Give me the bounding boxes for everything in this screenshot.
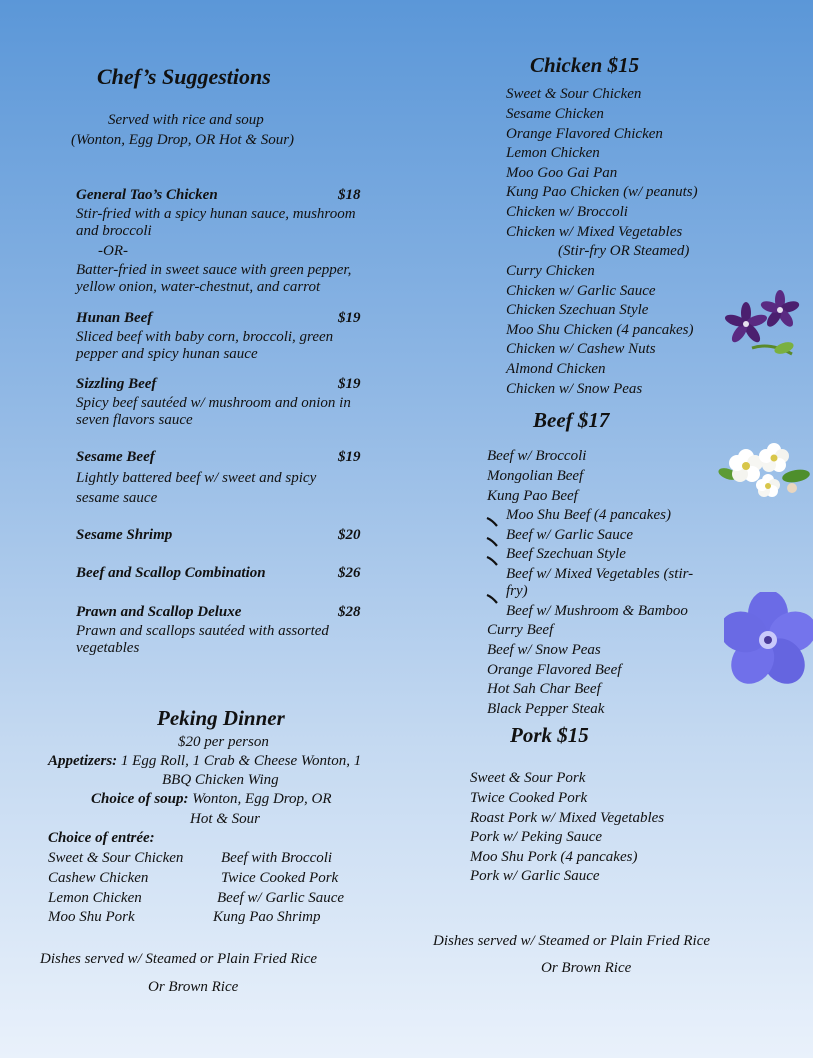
purple-flower-icon [722,290,806,360]
appetizers-label: Appetizers: [48,753,118,769]
beef-item-wrap: fry) [506,583,528,599]
beef-item: Beef w/ Snow Peas [487,642,601,658]
menu-item-name: Sesame Beef [76,449,155,465]
menu-item-desc: Prawn and scallops sautéed with assorted vegetables [76,623,329,656]
menu-item-desc: Sliced beef with baby corn, broccoli, green pepper and spicy hunan sauce [76,329,334,362]
peking-dinner-title: Peking Dinner [157,706,285,730]
white-flower-icon [716,440,812,504]
entree-left: Sweet & Sour Chicken [48,850,184,866]
pork-item: Roast Pork w/ Mixed Vegetables [470,810,665,826]
brush-mark-icon [486,594,498,604]
chicken-item: Sweet & Sour Chicken [506,86,642,102]
chicken-item: Orange Flavored Chicken [506,126,663,142]
menu-item-name: Hunan Beef [76,310,153,326]
pork-item: Moo Shu Pork (4 pancakes) [470,849,638,865]
appetizers-text: 1 Egg Roll, 1 Crab & Cheese Wonton, 1 [117,753,362,769]
brush-mark-icon [486,556,498,566]
entree-label: Choice of entrée: [48,830,155,846]
brush-mark-icon [486,517,498,527]
pork-section-title: Pork $15 [510,723,589,747]
peking-soup-line2: Hot & Sour [190,811,261,827]
soup-label: Choice of soup: [91,791,189,807]
menu-item-price: $19 [338,376,361,392]
blue-flower-icon [724,592,813,688]
right-footer-line2: Or Brown Rice [541,960,632,976]
beef-item: Beef w/ Mushroom & Bamboo [506,603,688,619]
entree-left: Moo Shu Pork [48,909,135,925]
menu-item-price: $20 [338,527,361,543]
menu-item-price: $28 [338,604,361,620]
entree-right: Kung Pao Shrimp [213,909,321,925]
brush-mark-icon [486,537,498,547]
entree-right: Beef with Broccoli [221,850,333,866]
pork-item: Twice Cooked Pork [470,790,588,806]
left-footer-line2: Or Brown Rice [148,979,239,995]
pork-item: Pork w/ Garlic Sauce [470,868,600,884]
menu-item-price: $19 [338,449,361,465]
peking-appetizers-line1 [48,752,361,771]
chicken-item: Kung Pao Chicken (w/ peanuts) [506,184,698,200]
chicken-item: Moo Shu Chicken (4 pancakes) [506,322,694,338]
entree-right: Beef w/ Garlic Sauce [217,890,345,906]
chicken-item: Almond Chicken [506,361,606,377]
beef-item: Beef Szechuan Style [506,546,626,562]
menu-item-price: $18 [338,187,361,203]
served-with-line2: (Wonton, Egg Drop, OR Hot & Sour) [71,132,295,148]
beef-item: Beef w/ Garlic Sauce [506,527,634,543]
chef-suggestions-title: Chef’s Suggestions [97,64,271,89]
right-footer-line1: Dishes served w/ Steamed or Plain Fried Rice [433,933,711,949]
chicken-item: Curry Chicken [506,263,595,279]
chicken-item: Chicken w/ Cashew Nuts [506,341,656,357]
pork-item: Sweet & Sour Pork [470,770,586,786]
chicken-item: Chicken w/ Garlic Sauce [506,283,656,299]
chicken-item: Chicken w/ Mixed Vegetables [506,224,683,240]
peking-appetizers-line2: BBQ Chicken Wing [162,772,279,788]
menu-item-price: $19 [338,310,361,326]
chicken-item: Chicken w/ Snow Peas [506,381,643,397]
chicken-item: Sesame Chicken [506,106,604,122]
beef-section-title: Beef $17 [533,408,610,432]
beef-item: Black Pepper Steak [487,701,605,717]
beef-item: Mongolian Beef [487,468,584,484]
entree-left: Lemon Chicken [48,890,142,906]
entree-left: Cashew Chicken [48,870,149,886]
chicken-item: Moo Goo Gai Pan [506,165,618,181]
served-with-line1: Served with rice and soup [108,112,264,128]
menu-item-name: Beef and Scallop Combination [76,565,266,581]
menu-item-desc: Stir-fried with a spicy hunan sauce, mushroom and broccoli [76,206,356,239]
peking-price: $20 per person [178,734,269,750]
beef-item: Beef w/ Broccoli [487,448,587,464]
beef-item: Hot Sah Char Beef [487,681,601,697]
beef-item: Curry Beef [487,622,554,638]
chicken-item: Chicken w/ Broccoli [506,204,628,220]
chicken-section-title: Chicken $15 [530,53,640,77]
pork-item: Pork w/ Peking Sauce [470,829,603,845]
entree-right: Twice Cooked Pork [221,870,339,886]
chicken-item-note: (Stir-fry OR Steamed) [558,243,690,259]
chicken-item: Chicken Szechuan Style [506,302,649,318]
beef-item: Kung Pao Beef [487,488,578,504]
peking-soup-line1 [91,790,332,809]
menu-item-or: -OR- [98,243,128,259]
menu-item-name: Prawn and Scallop Deluxe [76,604,242,620]
beef-item: Orange Flavored Beef [487,662,622,678]
menu-item-desc: Lightly battered beef w/ sweet and spicy sesame sauce [76,470,317,506]
menu-item-desc: Spicy beef sautéed w/ mushroom and onion in seven flavors sauce [76,395,351,428]
menu-item-name: General Tao’s Chicken [76,187,218,203]
menu-item-name: Sizzling Beef [76,376,157,392]
soup-text: Wonton, Egg Drop, OR [188,791,332,807]
menu-item-desc: Batter-fried in sweet sauce with green pepper, yellow onion, water-chestnut, and carrot [76,262,352,295]
left-footer-line1: Dishes served w/ Steamed or Plain Fried Rice [40,951,318,967]
menu-item-price: $26 [338,565,361,581]
menu-item-name: Sesame Shrimp [76,527,173,543]
beef-item: Moo Shu Beef (4 pancakes) [506,507,671,523]
chicken-item: Lemon Chicken [506,145,600,161]
beef-item: Beef w/ Mixed Vegetables (stir- [506,566,694,582]
